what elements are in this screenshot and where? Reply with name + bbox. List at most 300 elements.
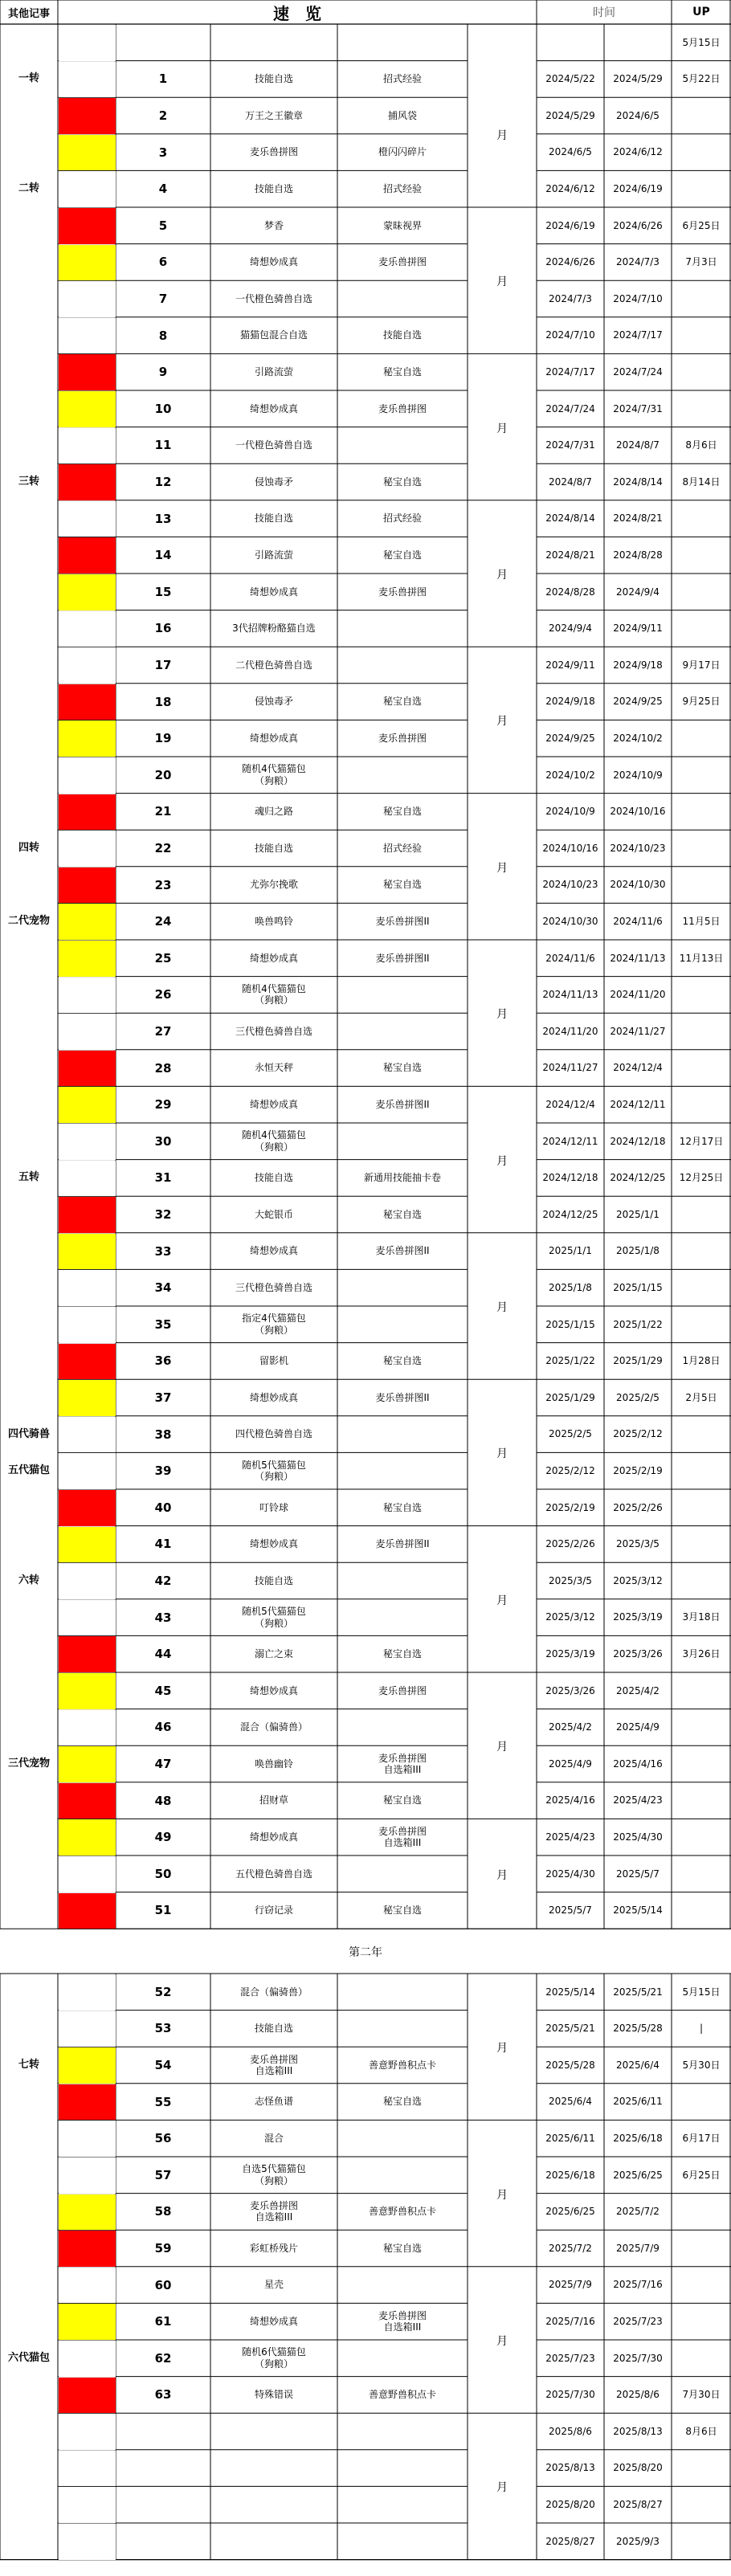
row-item-extra bbox=[337, 24, 468, 61]
row-end-date: 2025/7/30 bbox=[613, 2352, 663, 2364]
row-number: 43 bbox=[154, 1610, 172, 1625]
row-item-extra bbox=[337, 1452, 468, 1489]
row-item-extra bbox=[337, 1709, 468, 1746]
row-up-date: 12月17日 bbox=[679, 1135, 724, 1147]
row-up-date bbox=[672, 1416, 731, 1453]
row-number: 12 bbox=[154, 474, 172, 489]
row-item-name: 留影机 bbox=[259, 1355, 288, 1367]
row-number: 27 bbox=[154, 1023, 172, 1039]
row-color-marker bbox=[59, 574, 116, 610]
row-end-date: 2024/8/21 bbox=[613, 512, 663, 525]
section-label: 六代猫包 bbox=[7, 2351, 50, 2364]
row-number: 55 bbox=[154, 2094, 172, 2109]
row-number: 4 bbox=[158, 182, 168, 197]
month-label: 月 bbox=[496, 1301, 508, 1314]
row-number: 44 bbox=[154, 1647, 172, 1662]
row-up-date bbox=[672, 720, 731, 757]
row-item-name: 一代橙色骑兽自选 bbox=[235, 439, 312, 451]
month-label: 月 bbox=[496, 715, 508, 729]
row-item-name: 引路流萤 bbox=[254, 549, 293, 561]
section-label: 三代宠物 bbox=[7, 1757, 50, 1770]
row-color-marker bbox=[59, 1490, 116, 1526]
row-item-name: 志怪鱼谱 bbox=[254, 2096, 293, 2108]
row-start-date: 2025/4/16 bbox=[545, 1794, 595, 1806]
row-item-name: 三代橙色骑兽自选 bbox=[235, 1025, 312, 1037]
row-item-extra bbox=[337, 1974, 468, 2011]
row-item-name: 技能自选 bbox=[254, 512, 293, 525]
row-start-date: 2024/7/31 bbox=[545, 439, 595, 451]
row-item-name: 技能自选 bbox=[254, 1574, 293, 1586]
row-number: 31 bbox=[154, 1170, 172, 1186]
row-up-date: 3月18日 bbox=[682, 1611, 721, 1623]
row-up-date bbox=[672, 977, 731, 1014]
row-end-date: 2025/4/30 bbox=[613, 1831, 663, 1843]
row-end-date: 2024/6/19 bbox=[613, 182, 663, 194]
row-color-marker bbox=[59, 794, 116, 831]
row-item-name: 自选5代猫猫包 （狗粮） bbox=[242, 2163, 306, 2186]
row-color-marker bbox=[59, 1307, 116, 1343]
row-item-extra: 招式经验 bbox=[382, 512, 422, 525]
row-up-date: 5月15日 bbox=[682, 36, 721, 48]
row-start-date: 2024/8/28 bbox=[545, 586, 595, 598]
row-color-marker bbox=[59, 1161, 116, 1197]
row-item-extra bbox=[337, 1416, 468, 1453]
row-item-name: 随机4代猫猫包 （狗粮） bbox=[242, 763, 306, 786]
row-color-marker bbox=[59, 611, 116, 647]
row-start-date: 2024/7/24 bbox=[545, 402, 595, 414]
row-item-name: 特殊错误 bbox=[254, 2389, 293, 2401]
row-color-marker bbox=[59, 1197, 116, 1233]
row-start-date: 2025/2/12 bbox=[545, 1464, 595, 1476]
row-number: 19 bbox=[154, 731, 172, 746]
row-number: 16 bbox=[154, 621, 172, 636]
row-number: 1 bbox=[158, 71, 168, 87]
header-other-notes: 其他记事 bbox=[7, 7, 50, 20]
row-up-date bbox=[672, 1196, 731, 1233]
row-number: 14 bbox=[154, 548, 172, 563]
row-end-date: 2024/11/13 bbox=[610, 952, 666, 964]
row-item-name: 技能自选 bbox=[254, 1172, 293, 1184]
row-start-date: 2025/1/29 bbox=[545, 1391, 595, 1403]
row-item-extra bbox=[337, 2450, 468, 2487]
row-color-marker bbox=[59, 904, 116, 940]
row-color-marker bbox=[59, 1453, 116, 1489]
row-color-marker bbox=[59, 1600, 116, 1636]
row-number: 5 bbox=[158, 218, 168, 233]
row-color-marker bbox=[59, 684, 116, 721]
row-end-date: 2025/7/2 bbox=[616, 2206, 660, 2218]
row-item-name: 侵蚀毒矛 bbox=[254, 476, 293, 488]
row-start-date: 2025/3/26 bbox=[545, 1684, 595, 1696]
row-up-date bbox=[672, 2340, 731, 2377]
row-item-extra: 新通用技能抽卡卷 bbox=[363, 1172, 441, 1184]
row-item-extra: 麦乐兽拼图 自选箱III bbox=[378, 2309, 427, 2333]
row-item-extra: 招式经验 bbox=[382, 73, 422, 85]
row-up-date bbox=[672, 2194, 731, 2231]
row-number: 8 bbox=[158, 328, 168, 343]
row-up-date: 8月6日 bbox=[685, 2425, 717, 2437]
row-item-name: 一代橙色骑兽自选 bbox=[235, 292, 312, 304]
row-start-date: 2025/5/21 bbox=[545, 2023, 595, 2035]
row-up-date bbox=[672, 2230, 731, 2267]
row-item-extra: 招式经验 bbox=[382, 182, 422, 194]
row-color-marker bbox=[59, 1710, 116, 1746]
row-number: 40 bbox=[154, 1500, 172, 1515]
row-end-date: 2024/10/16 bbox=[610, 806, 666, 818]
row-item-extra bbox=[337, 1306, 468, 1343]
row-up-date: 6月25日 bbox=[682, 2169, 721, 2181]
row-item-name: 侵蚀毒矛 bbox=[254, 696, 293, 708]
row-start-date: 2025/7/16 bbox=[545, 2315, 595, 2327]
row-up-date bbox=[672, 97, 731, 134]
row-color-marker bbox=[59, 501, 116, 537]
section-label: 一转 bbox=[18, 72, 39, 85]
row-end-date: 2025/5/28 bbox=[613, 2023, 663, 2035]
month-label: 月 bbox=[496, 2188, 508, 2202]
row-end-date: 2024/9/25 bbox=[613, 696, 663, 708]
row-item-extra: 麦乐兽拼图II bbox=[375, 1245, 430, 1257]
row-start-date: 2024/7/3 bbox=[549, 292, 592, 304]
row-item-name: 星壳 bbox=[263, 2279, 284, 2291]
row-end-date: 2025/3/26 bbox=[613, 1647, 663, 1659]
row-item-extra bbox=[337, 1123, 468, 1160]
row-item-name: 混合 bbox=[263, 2132, 284, 2144]
row-item-name: 绮想妙成真 bbox=[249, 1245, 298, 1257]
row-number: 13 bbox=[154, 511, 172, 526]
row-number: 11 bbox=[154, 438, 172, 453]
row-start-date: 2024/10/16 bbox=[542, 842, 598, 854]
row-item-extra: 秘宝自选 bbox=[382, 696, 422, 708]
row-up-date bbox=[672, 794, 731, 831]
row-item-extra bbox=[337, 2340, 468, 2377]
row-number: 38 bbox=[154, 1427, 172, 1442]
row-end-date: 2024/7/24 bbox=[613, 365, 663, 378]
row-color-marker bbox=[59, 1014, 116, 1050]
month-label: 月 bbox=[496, 422, 508, 435]
row-start-date: 2024/10/23 bbox=[542, 879, 598, 891]
row-item-extra bbox=[337, 2523, 468, 2560]
row-up-date bbox=[672, 2084, 731, 2121]
header-up: UP bbox=[692, 6, 710, 18]
row-item-name: 混合（偏骑兽） bbox=[239, 1721, 308, 1733]
row-up-date bbox=[672, 1489, 731, 1526]
row-color-marker bbox=[59, 757, 116, 794]
row-end-date: 2025/5/7 bbox=[616, 1868, 660, 1880]
row-item-name: 绮想妙成真 bbox=[249, 256, 298, 268]
row-color-marker bbox=[59, 171, 116, 207]
row-item-extra: 麦乐兽拼图 自选箱III bbox=[378, 1752, 427, 1775]
row-end-date: 2024/11/27 bbox=[610, 1025, 666, 1037]
row-item-extra: 秘宝自选 bbox=[382, 1062, 422, 1074]
header-overview: 速 览 bbox=[273, 3, 321, 23]
row-end-date: 2025/1/8 bbox=[616, 1245, 660, 1257]
row-color-marker bbox=[59, 1673, 116, 1709]
row-color-marker bbox=[59, 978, 116, 1014]
row-end-date: 2025/8/20 bbox=[613, 2462, 663, 2474]
row-color-marker bbox=[59, 245, 116, 281]
row-item-name: 万王之王徽章 bbox=[244, 109, 303, 121]
row-number: 37 bbox=[154, 1390, 172, 1405]
row-up-date bbox=[672, 1745, 731, 1782]
row-up-date: 12月25日 bbox=[679, 1172, 724, 1184]
row-color-marker bbox=[59, 831, 116, 867]
row-up-date bbox=[672, 574, 731, 610]
row-color-marker bbox=[59, 1783, 116, 1819]
row-color-marker bbox=[59, 62, 116, 98]
row-start-date: 2024/8/21 bbox=[545, 549, 595, 561]
row-item-extra bbox=[337, 427, 468, 464]
row-up-date: 5月22日 bbox=[682, 73, 721, 85]
row-end-date: 2024/12/4 bbox=[613, 1062, 663, 1074]
row-start-date: 2025/4/30 bbox=[545, 1868, 595, 1880]
month-label: 月 bbox=[496, 1741, 508, 1754]
row-color-marker bbox=[59, 1893, 116, 1929]
row-up-date: 6月25日 bbox=[682, 219, 721, 231]
row-start-date: 2025/1/8 bbox=[549, 1281, 592, 1293]
row-item-name: 招财草 bbox=[259, 1794, 288, 1806]
row-number: 45 bbox=[154, 1683, 172, 1698]
row-end-date: 2025/8/6 bbox=[616, 2389, 660, 2401]
row-start-date: 2024/12/18 bbox=[542, 1172, 598, 1184]
row-end-date: 2024/8/14 bbox=[613, 476, 663, 488]
row-number: 62 bbox=[154, 2350, 172, 2366]
row-number: 6 bbox=[158, 255, 168, 270]
row-color-marker bbox=[59, 2231, 116, 2267]
row-up-date bbox=[672, 1050, 731, 1087]
row-up-date: 9月17日 bbox=[682, 659, 721, 671]
row-start-date: 2024/6/19 bbox=[545, 219, 595, 231]
row-item-extra bbox=[337, 2413, 468, 2450]
row-start-date: 2025/1/1 bbox=[549, 1245, 592, 1257]
row-number: 46 bbox=[154, 1720, 172, 1735]
row-end-date: 2025/2/5 bbox=[616, 1391, 660, 1403]
section-label: 二代宠物 bbox=[7, 915, 50, 928]
row-start-date: 2024/8/14 bbox=[545, 512, 595, 525]
row-item-extra: 麦乐兽拼图II bbox=[375, 1538, 430, 1550]
row-end-date: 2025/2/12 bbox=[613, 1428, 663, 1440]
row-item-extra: 秘宝自选 bbox=[382, 549, 422, 561]
row-end-date: 2025/3/19 bbox=[613, 1611, 663, 1623]
row-color-marker bbox=[59, 1819, 116, 1855]
year-divider: 第二年 bbox=[349, 1946, 382, 1960]
row-item-name bbox=[210, 2523, 337, 2560]
row-up-date bbox=[672, 1233, 731, 1270]
row-start-date: 2025/4/2 bbox=[549, 1721, 592, 1733]
row-end-date: 2024/8/28 bbox=[613, 549, 663, 561]
row-item-name: 麦乐兽拼图 自选箱III bbox=[249, 2053, 298, 2076]
row-item-extra: 麦乐兽拼图 bbox=[378, 256, 427, 268]
row-end-date: 2025/4/23 bbox=[613, 1794, 663, 1806]
row-item-name: 绮想妙成真 bbox=[249, 1391, 298, 1403]
row-start-date: 2024/6/26 bbox=[545, 256, 595, 268]
row-end-date: 2025/7/23 bbox=[613, 2315, 663, 2327]
row-color-marker bbox=[59, 2451, 116, 2487]
row-number: 50 bbox=[154, 1866, 172, 1881]
row-end-date: 2025/3/12 bbox=[613, 1574, 663, 1586]
row-end-date: 2025/5/14 bbox=[613, 1904, 663, 1917]
row-item-extra bbox=[337, 2120, 468, 2157]
row-item-name: 随机5代猫猫包 （狗粮） bbox=[242, 1459, 306, 1483]
row-number: 51 bbox=[154, 1903, 172, 1918]
row-item-extra: 麦乐兽拼图II bbox=[375, 952, 430, 964]
row-up-date bbox=[672, 2450, 731, 2487]
row-end-date: 2024/6/5 bbox=[616, 109, 660, 121]
row-up-date bbox=[672, 537, 731, 574]
row-end-date: 2024/6/26 bbox=[613, 219, 663, 231]
row-item-extra: 秘宝自选 bbox=[382, 1794, 422, 1806]
row-item-extra: 麦乐兽拼图 bbox=[378, 586, 427, 598]
row-item-name: 彩虹桥残片 bbox=[249, 2242, 298, 2254]
row-end-date: 2024/12/18 bbox=[610, 1135, 666, 1147]
row-up-date: 8月14日 bbox=[682, 476, 721, 488]
row-end-date: 2024/7/3 bbox=[616, 256, 660, 268]
row-start-date: 2024/5/22 bbox=[545, 73, 595, 85]
row-item-name: 绮想妙成真 bbox=[249, 1684, 298, 1696]
row-end-date: 2024/10/2 bbox=[613, 732, 663, 744]
row-number: 32 bbox=[154, 1206, 172, 1222]
row-start-date: 2024/6/5 bbox=[549, 146, 592, 158]
row-item-name: 唤兽幽铃 bbox=[254, 1757, 293, 1770]
row-item-name: 技能自选 bbox=[254, 2023, 293, 2035]
row-color-marker bbox=[59, 647, 116, 684]
row-color-marker bbox=[59, 281, 116, 317]
row-number: 22 bbox=[154, 840, 172, 855]
row-item-extra: 善意野兽积点卡 bbox=[368, 2059, 436, 2071]
row-number: 58 bbox=[154, 2204, 172, 2219]
section-label: 五代猫包 bbox=[7, 1464, 50, 1477]
row-item-extra: 技能自选 bbox=[382, 329, 422, 341]
month-label: 月 bbox=[496, 2481, 508, 2495]
row-item-extra: 善意野兽积点卡 bbox=[368, 2389, 436, 2401]
row-end-date: 2025/7/16 bbox=[613, 2279, 663, 2291]
month-label: 月 bbox=[496, 2042, 508, 2055]
row-number: 41 bbox=[154, 1537, 172, 1552]
row-up-date bbox=[672, 1269, 731, 1306]
row-number: 17 bbox=[154, 657, 172, 672]
row-item-name: 绮想妙成真 bbox=[249, 586, 298, 598]
row-start-date: 2025/4/23 bbox=[545, 1831, 595, 1843]
row-item-extra bbox=[337, 1013, 468, 1050]
row-item-name: 技能自选 bbox=[254, 73, 293, 85]
row-up-date: 11月13日 bbox=[679, 952, 724, 964]
row-item-extra bbox=[337, 1855, 468, 1892]
row-number bbox=[116, 2486, 210, 2523]
row-number: 3 bbox=[158, 145, 168, 160]
row-up-date bbox=[672, 2303, 731, 2340]
row-color-marker bbox=[59, 2011, 116, 2047]
row-item-name bbox=[210, 24, 337, 61]
row-up-date bbox=[672, 1892, 731, 1929]
row-start-date: 2024/7/17 bbox=[545, 365, 595, 378]
row-start-date: 2025/4/9 bbox=[549, 1757, 592, 1770]
row-up-date bbox=[672, 2523, 731, 2560]
row-item-extra bbox=[337, 977, 468, 1014]
row-item-extra: 麦乐兽拼图 bbox=[378, 402, 427, 414]
row-color-marker bbox=[59, 391, 116, 427]
row-item-extra: 招式经验 bbox=[382, 842, 422, 854]
row-up-date bbox=[672, 1782, 731, 1819]
row-up-date: 5月30日 bbox=[682, 2059, 721, 2071]
row-number: 54 bbox=[154, 2057, 172, 2072]
row-up-date bbox=[672, 1306, 731, 1343]
row-end-date: 2025/8/27 bbox=[613, 2498, 663, 2510]
row-start-date: 2025/8/20 bbox=[545, 2498, 595, 2510]
row-number: 10 bbox=[154, 401, 172, 416]
row-end-date: 2024/10/30 bbox=[610, 879, 666, 891]
row-color-marker bbox=[59, 1124, 116, 1160]
row-color-marker bbox=[59, 2414, 116, 2450]
row-start-date: 2025/6/25 bbox=[545, 2206, 595, 2218]
row-end-date: 2025/2/26 bbox=[613, 1501, 663, 1513]
row-color-marker bbox=[59, 135, 116, 171]
header-time: 时间 bbox=[593, 6, 615, 19]
row-item-extra: 秘宝自选 bbox=[382, 806, 422, 818]
row-end-date: 2025/6/18 bbox=[613, 2132, 663, 2144]
row-number: 30 bbox=[154, 1133, 172, 1149]
row-up-date bbox=[672, 1013, 731, 1050]
row-item-extra: 秘宝自选 bbox=[382, 1904, 422, 1917]
row-end-date: 2025/7/9 bbox=[616, 2242, 660, 2254]
month-label: 月 bbox=[496, 1008, 508, 1022]
row-start-date: 2024/11/6 bbox=[545, 952, 595, 964]
row-number: 49 bbox=[154, 1830, 172, 1845]
row-number: 21 bbox=[154, 804, 172, 819]
row-number: 23 bbox=[154, 877, 172, 892]
row-start-date bbox=[537, 24, 604, 61]
row-start-date: 2025/7/30 bbox=[545, 2389, 595, 2401]
row-item-extra: 麦乐兽拼图II bbox=[375, 1391, 430, 1403]
row-item-name: 3代招牌粉酪猫自选 bbox=[232, 623, 316, 635]
row-end-date: 2024/6/12 bbox=[613, 146, 663, 158]
row-up-date: 2月5日 bbox=[685, 1391, 717, 1403]
row-end-date: 2025/6/4 bbox=[616, 2059, 660, 2071]
row-start-date: 2024/12/4 bbox=[545, 1098, 595, 1110]
row-color-marker bbox=[59, 354, 116, 390]
row-item-extra bbox=[337, 1269, 468, 1306]
row-start-date: 2024/9/4 bbox=[549, 623, 592, 635]
row-end-date: 2025/1/29 bbox=[613, 1355, 663, 1367]
row-color-marker bbox=[59, 2378, 116, 2414]
row-start-date: 2024/5/29 bbox=[545, 109, 595, 121]
row-up-date bbox=[672, 1452, 731, 1489]
month-label: 月 bbox=[496, 569, 508, 582]
row-end-date: 2024/9/18 bbox=[613, 659, 663, 671]
row-number: 33 bbox=[154, 1243, 172, 1259]
month-label: 月 bbox=[496, 861, 508, 875]
row-start-date: 2024/6/12 bbox=[545, 182, 595, 194]
row-item-extra: 麦乐兽拼图 bbox=[378, 732, 427, 744]
row-end-date: 2025/1/22 bbox=[613, 1318, 663, 1330]
row-start-date: 2025/7/9 bbox=[549, 2279, 592, 2291]
row-start-date: 2025/6/4 bbox=[549, 2096, 592, 2108]
row-end-date bbox=[604, 24, 672, 61]
row-start-date: 2025/2/5 bbox=[549, 1428, 592, 1440]
row-up-date bbox=[672, 353, 731, 390]
row-item-name bbox=[210, 2413, 337, 2450]
row-start-date: 2025/6/11 bbox=[545, 2132, 595, 2144]
row-up-date bbox=[672, 2486, 731, 2523]
row-number: 52 bbox=[154, 1984, 172, 1999]
row-color-marker bbox=[59, 1527, 116, 1563]
row-item-name: 叮铃球 bbox=[259, 1501, 288, 1513]
row-end-date: 2024/10/23 bbox=[610, 842, 666, 854]
row-up-date bbox=[672, 867, 731, 904]
row-number: 57 bbox=[154, 2167, 172, 2182]
row-up-date bbox=[672, 1086, 731, 1123]
row-item-extra: 捕风袋 bbox=[387, 109, 417, 121]
section-label: 四代骑兽 bbox=[7, 1427, 50, 1440]
row-start-date: 2025/5/7 bbox=[549, 1904, 592, 1917]
